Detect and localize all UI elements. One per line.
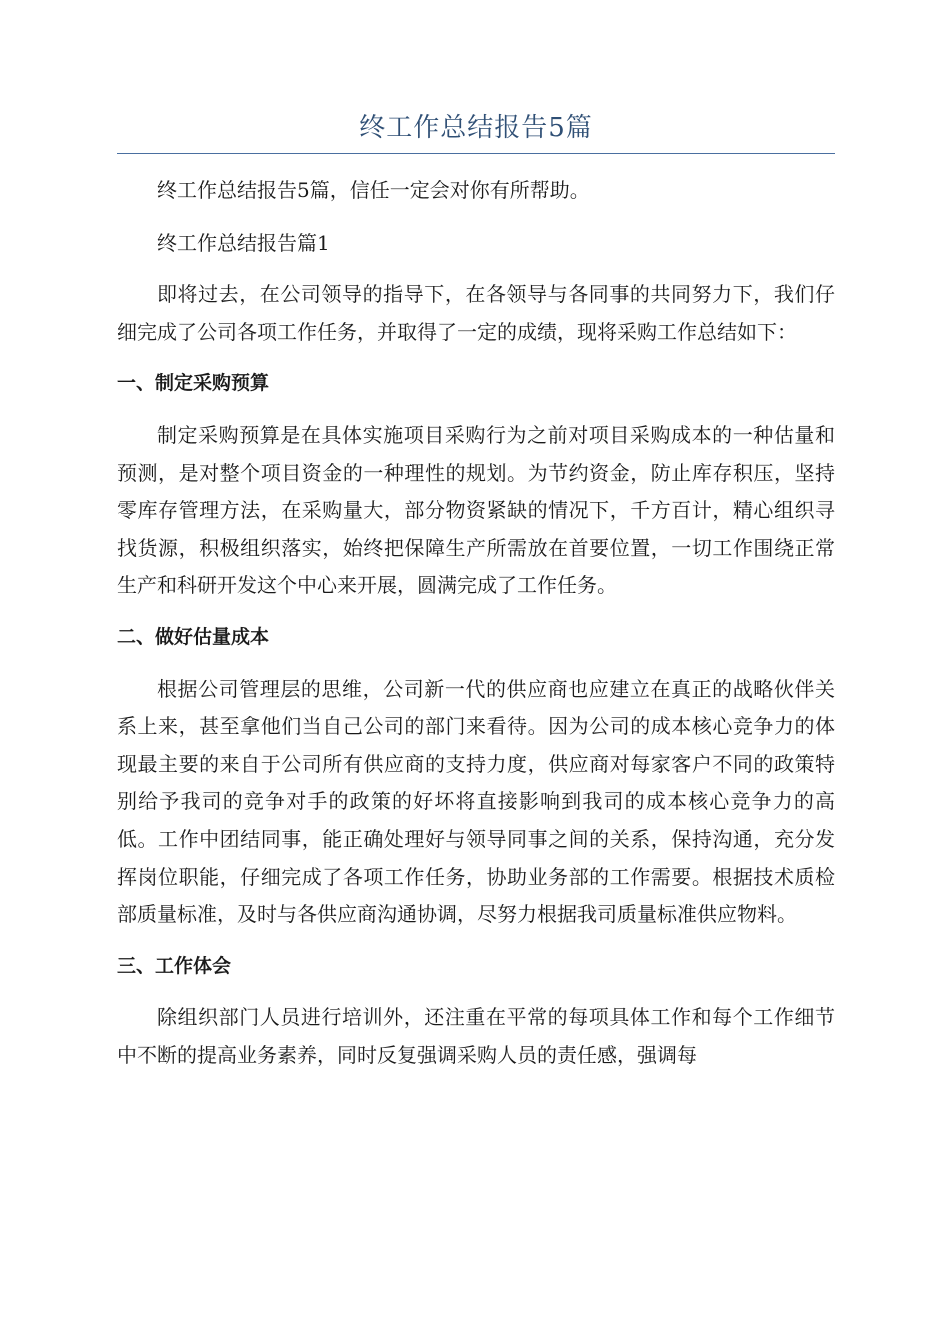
- section-heading: 二、做好估量成本: [117, 625, 270, 648]
- section-heading: 三、工作体会: [117, 954, 232, 977]
- document-title: 终工作总结报告5篇: [359, 113, 593, 143]
- opening-paragraph: 即将过去，在公司领导的指导下，在各领导与各同事的共同努力下，我们仔细完成了公司各项工作任务，并取得了一定的成绩，现将采购工作总结如下：: [117, 282, 835, 344]
- section-paragraph: 根据公司管理层的思维，公司新一代的供应商也应建立在真正的战略伙伴关系上来，甚至拿他们当自己公司的部门来看待。因为公司的成本核心竞争力的体现最主要的来自于公司所有供应商的支持力度，供应商对每家客户不同的政策特别给予我司的竞争对手的政策的好坏将直接影响到我司的成本核心竞争力的高低。工作中团结同事，能正确处理好与领导同事之间的关系，保持沟通，充分发挥岗位职能，仔细完成了各项工作任务，协助业务部的工作需要。根据技术质检部质量标准，及时与各供应商沟通协调，尽努力根据我司质量标准供应物料。: [117, 676, 835, 927]
- title-underline: [117, 153, 835, 154]
- report-subtitle: 终工作总结报告篇1: [157, 230, 330, 255]
- section-heading: 一、制定采购预算: [117, 372, 270, 395]
- document-body: [117, 172, 835, 1088]
- section-paragraph: 制定采购预算是在具体实施项目采购行为之前对项目采购成本的一种估量和预测，是对整个项目资金的一种理性的规划。为节约资金，防止库存积压，坚持零库存管理方法，在采购量大，部分物资紧缺的情况下，千方百计，精心组织寻找货源，积极组织落实，始终把保障生产所需放在首要位置，一切工作围绕正常生产和科研开发这个中心来开展，圆满完成了工作任务。: [117, 422, 835, 598]
- intro-paragraph: 终工作总结报告5篇，信任一定会对你有所帮助。: [157, 178, 590, 202]
- section-paragraph: 除组织部门人员进行培训外，还注重在平常的每项具体工作和每个工作细节中不断的提高业务素养，同时反复强调采购人员的责任感，强调每: [117, 1005, 835, 1067]
